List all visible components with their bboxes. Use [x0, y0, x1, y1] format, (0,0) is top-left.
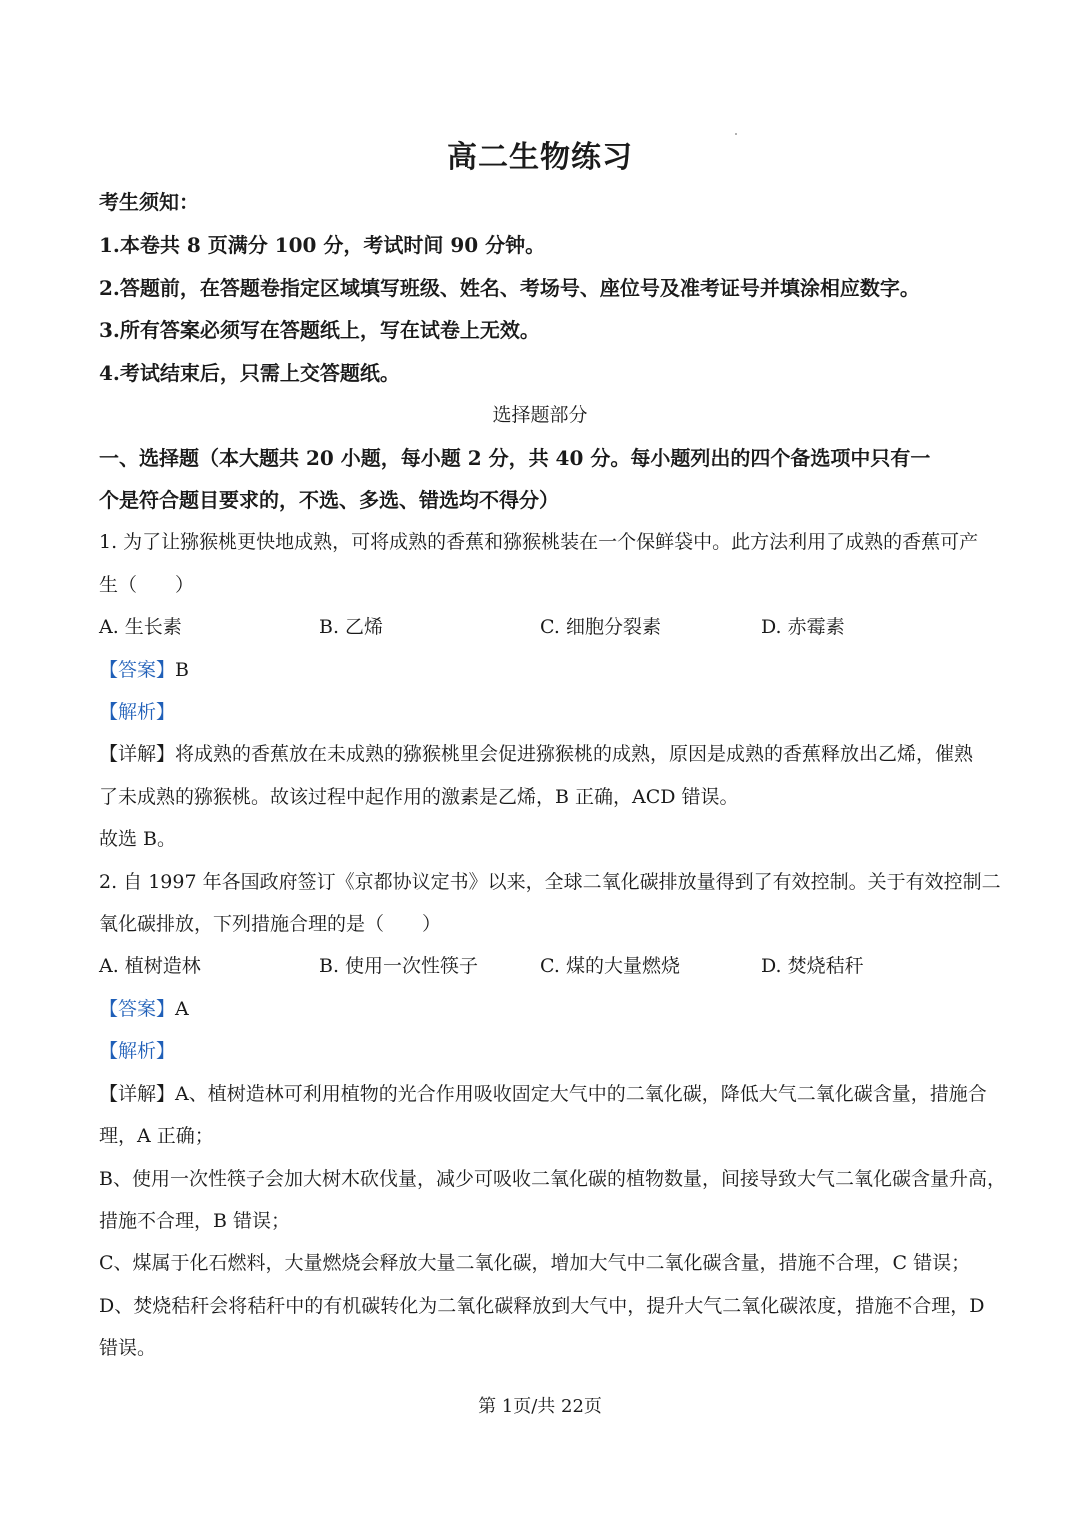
q1-detail-line-1: 【详解】将成熟的香蕉放在未成熟的猕猴桃里会促进猕猴桃的成熟，原因是成熟的香蕉释放出乙烯，催熟	[99, 743, 974, 765]
page-title: 高二生物练习	[447, 140, 633, 175]
part-one-instructions-line-1: 一、选择题（本大题共 20 小题，每小题 2 分，共 40 分。每小题列出的四个备选项中只有一	[99, 446, 931, 470]
q2-option-a: A. 植树造林	[99, 955, 201, 977]
q1-option-b: B. 乙烯	[319, 616, 384, 638]
q2-detail-line-3: B、使用一次性筷子会加大树木砍伐量，减少可吸收二氧化碳的植物数量，间接导致大气二氧化碳含量升高，	[99, 1168, 1006, 1190]
q2-detail-line-1: 【详解】A、植树造林可利用植物的光合作用吸收固定大气中的二氧化碳，降低大气二氧化碳含量，措施合	[99, 1083, 987, 1105]
q2-option-d: D. 焚烧秸秆	[761, 955, 864, 977]
part-one-instructions-line-2: 个是符合题目要求的，不选、多选、错选均不得分）	[99, 488, 559, 512]
q2-answer-tag: 【答案】	[99, 998, 176, 1020]
q2-detail-line-2: 理，A 正确；	[99, 1125, 214, 1147]
q1-answer	[99, 658, 989, 682]
q2-option-b: B. 使用一次性筷子	[319, 955, 479, 977]
q2-answer-value: A	[175, 998, 189, 1020]
q1-answer-tag: 【答案】	[99, 659, 176, 681]
page-footer: 第 1页/共 22页	[478, 1396, 602, 1417]
q2-answer	[99, 997, 989, 1021]
section-title: 选择题部分	[492, 404, 588, 426]
q1-analysis-tag: 【解析】	[99, 701, 176, 723]
q2-detail-line-5: C、煤属于化石燃料，大量燃烧会释放大量二氧化碳，增加大气中二氧化碳含量，措施不合理，C 错误；	[99, 1252, 971, 1274]
q1-option-d: D. 赤霉素	[761, 616, 845, 638]
notice-item-4: 4.考试结束后，只需上交答题纸。	[99, 361, 400, 385]
q2-stem-line-2: 氧化碳排放，下列措施合理的是（ ）	[99, 913, 442, 935]
scan-speck	[735, 133, 737, 135]
q1-answer-value: B	[175, 659, 189, 681]
q2-stem-line-1: 2. 自 1997 年各国政府签订《京都协议定书》以来，全球二氧化碳排放量得到了有效控制。关于有效控制二	[99, 871, 1001, 893]
q1-option-a: A. 生长素	[99, 616, 182, 638]
q1-option-c: C. 细胞分裂素	[540, 616, 661, 638]
q1-detail-line-2: 了未成熟的猕猴桃。故该过程中起作用的激素是乙烯，B 正确，ACD 错误。	[99, 786, 739, 808]
q1-stem-line-2: 生（ ）	[99, 574, 195, 596]
q2-detail-line-7: 错误。	[99, 1337, 157, 1359]
notice-item-1: 1.本卷共 8 页满分 100 分，考试时间 90 分钟。	[99, 233, 546, 257]
q2-option-c: C. 煤的大量燃烧	[540, 955, 680, 977]
notice-item-3: 3.所有答案必须写在答题纸上，写在试卷上无效。	[99, 318, 540, 342]
notice-heading: 考生须知：	[99, 190, 199, 214]
q2-analysis-tag: 【解析】	[99, 1040, 176, 1062]
q1-stem-line-1: 1. 为了让猕猴桃更快地成熟，可将成熟的香蕉和猕猴桃装在一个保鲜袋中。此方法利用了成熟的香蕉可产	[99, 531, 979, 553]
q2-detail-line-4: 措施不合理，B 错误；	[99, 1210, 291, 1232]
notice-item-2: 2.答题前，在答题卷指定区域填写班级、姓名、考场号、座位号及准考证号并填涂相应数字。	[99, 276, 920, 300]
q2-detail-line-6: D、焚烧秸秆会将秸秆中的有机碳转化为二氧化碳释放到大气中，提升大气二氧化碳浓度，措施不合理，D	[99, 1295, 985, 1317]
q1-conclusion: 故选 B。	[99, 828, 177, 850]
